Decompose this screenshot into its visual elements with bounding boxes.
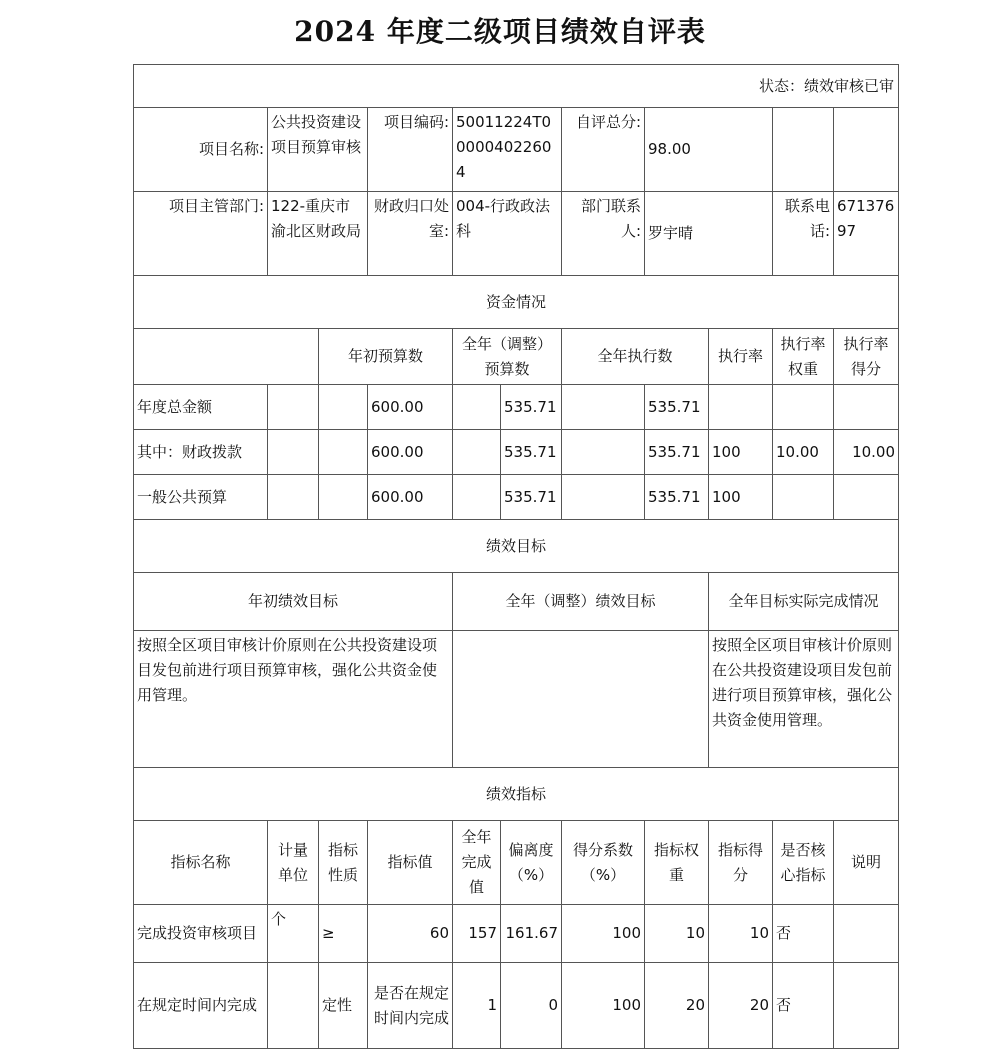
table-row	[134, 963, 899, 1049]
table-row	[134, 905, 899, 963]
funding-section-title: 资金情况	[134, 276, 899, 329]
actual-goal-text: 按照全区项目审核计价原则在公共投资建设项目发包前进行项目预算审核，强化公共资金使用管理。	[709, 631, 899, 768]
funding-initial: 600.00	[368, 385, 453, 430]
funding-rate	[709, 385, 773, 430]
goals-section-title: 绩效目标	[134, 520, 899, 573]
indicator-weight: 10	[645, 905, 709, 963]
indicator-deviation: 0	[501, 963, 562, 1049]
indicator-coef: 100	[562, 905, 645, 963]
funding-weight	[773, 475, 834, 520]
funding-weight	[773, 385, 834, 430]
project-code-value: 50011224T000004022604	[453, 108, 562, 192]
project-name-label: 项目名称:	[134, 108, 268, 192]
indicator-nature: 定性	[319, 963, 368, 1049]
funding-adjusted: 535.71	[501, 430, 562, 475]
goals-header-actual: 全年目标实际完成情况	[709, 573, 899, 631]
funding-executed: 535.71	[645, 430, 709, 475]
empty-cell	[562, 475, 645, 520]
empty-cell	[268, 430, 319, 475]
funding-score	[834, 475, 899, 520]
indicator-note	[834, 905, 899, 963]
phone-value: 67137697	[834, 192, 899, 276]
dept-value: 122-重庆市渝北区财政局	[268, 192, 368, 276]
funding-rate: 100	[709, 430, 773, 475]
empty-cell	[319, 385, 368, 430]
dept-label: 项目主管部门:	[134, 192, 268, 276]
ind-header-score: 指标得分	[709, 821, 773, 905]
ind-header-deviation: 偏离度（%）	[501, 821, 562, 905]
contact-value: 罗宇晴	[645, 192, 773, 276]
empty-cell	[268, 385, 319, 430]
funding-adjusted: 535.71	[501, 385, 562, 430]
finance-office-value: 004-行政政法科	[453, 192, 562, 276]
indicator-core: 否	[773, 963, 834, 1049]
funding-header-score: 执行率得分	[834, 329, 899, 385]
phone-label: 联系电话:	[773, 192, 834, 276]
empty-cell	[773, 108, 834, 192]
indicator-nature: ≥	[319, 905, 368, 963]
empty-cell	[453, 430, 501, 475]
initial-goal-text: 按照全区项目审核计价原则在公共投资建设项目发包前进行项目预算审核，强化公共资金使用管理。	[134, 631, 453, 768]
funding-initial: 600.00	[368, 475, 453, 520]
status-label: 状态：绩效审核已审	[134, 65, 899, 108]
funding-header-weight: 执行率权重	[773, 329, 834, 385]
ind-header-core: 是否核心指标	[773, 821, 834, 905]
ind-header-name: 指标名称	[134, 821, 268, 905]
indicators-section-title: 绩效指标	[134, 768, 899, 821]
indicator-score: 10	[709, 905, 773, 963]
empty-cell	[453, 475, 501, 520]
funding-executed: 535.71	[645, 385, 709, 430]
goals-header-adjusted: 全年（调整）绩效目标	[453, 573, 709, 631]
funding-row-label: 一般公共预算	[134, 475, 268, 520]
funding-rate: 100	[709, 475, 773, 520]
adjusted-goal-text	[453, 631, 709, 768]
ind-header-coef: 得分系数（%）	[562, 821, 645, 905]
indicator-target: 60	[368, 905, 453, 963]
ind-header-unit: 计量单位	[268, 821, 319, 905]
funding-adjusted: 535.71	[501, 475, 562, 520]
indicator-name: 完成投资审核项目	[134, 905, 268, 963]
empty-cell	[562, 430, 645, 475]
table-row	[134, 385, 899, 430]
self-score-label: 自评总分:	[562, 108, 645, 192]
goals-header-initial: 年初绩效目标	[134, 573, 453, 631]
indicator-coef: 100	[562, 963, 645, 1049]
funding-executed: 535.71	[645, 475, 709, 520]
indicator-target: 是否在规定时间内完成	[368, 963, 453, 1049]
funding-score: 10.00	[834, 430, 899, 475]
ind-header-actual: 全年完成值	[453, 821, 501, 905]
empty-cell	[562, 385, 645, 430]
funding-header-blank	[134, 329, 319, 385]
page-title: 2024 年度二级项目绩效自评表	[294, 15, 706, 48]
funding-row-label: 其中：财政拨款	[134, 430, 268, 475]
finance-office-label: 财政归口处室:	[368, 192, 453, 276]
funding-header-executed: 全年执行数	[562, 329, 709, 385]
empty-cell	[268, 475, 319, 520]
indicator-score: 20	[709, 963, 773, 1049]
self-score-value: 98.00	[645, 108, 773, 192]
indicator-unit: 个	[268, 905, 319, 963]
empty-cell	[453, 385, 501, 430]
contact-label: 部门联系人:	[562, 192, 645, 276]
indicator-name: 在规定时间内完成	[134, 963, 268, 1049]
empty-cell	[319, 475, 368, 520]
empty-cell	[834, 108, 899, 192]
evaluation-table	[133, 64, 899, 1049]
table-row	[134, 475, 899, 520]
funding-initial: 600.00	[368, 430, 453, 475]
indicator-core: 否	[773, 905, 834, 963]
indicator-actual: 1	[453, 963, 501, 1049]
funding-weight: 10.00	[773, 430, 834, 475]
funding-header-adjusted: 全年（调整）预算数	[453, 329, 562, 385]
funding-row-label: 年度总金额	[134, 385, 268, 430]
indicator-actual: 157	[453, 905, 501, 963]
ind-header-weight: 指标权重	[645, 821, 709, 905]
indicator-unit	[268, 963, 319, 1049]
empty-cell	[319, 430, 368, 475]
indicator-note	[834, 963, 899, 1049]
funding-header-rate: 执行率	[709, 329, 773, 385]
project-name-value: 公共投资建设项目预算审核	[268, 108, 368, 192]
table-row	[134, 430, 899, 475]
indicator-deviation: 161.67	[501, 905, 562, 963]
ind-header-target: 指标值	[368, 821, 453, 905]
ind-header-nature: 指标性质	[319, 821, 368, 905]
project-code-label: 项目编码:	[368, 108, 453, 192]
funding-header-initial: 年初预算数	[319, 329, 453, 385]
funding-score	[834, 385, 899, 430]
indicator-weight: 20	[645, 963, 709, 1049]
ind-header-note: 说明	[834, 821, 899, 905]
